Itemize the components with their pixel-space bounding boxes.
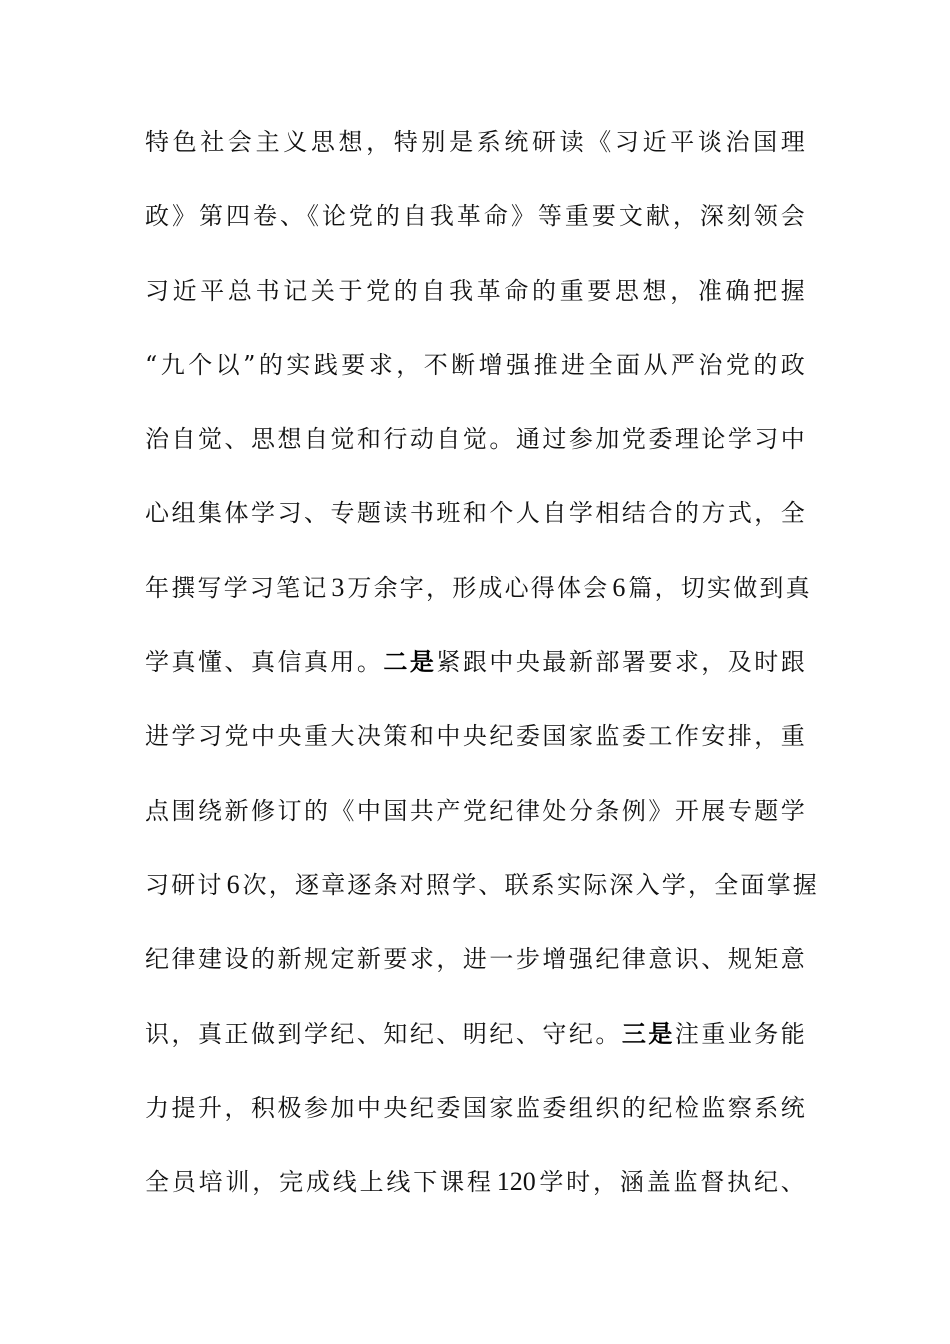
number-value: 3: [331, 572, 345, 602]
text-segment: 特色社会主义思想，特别是系统研读《习近平谈治国理: [145, 128, 807, 156]
text-line-9: [145, 718, 807, 792]
text-line-7: [145, 570, 812, 644]
text-segment: “九个以”的实践要求，不断增强推进全面从严治党的政: [145, 350, 807, 379]
text-segment: 习研讨: [145, 870, 224, 899]
text-segment: 识，真正做到学纪、知纪、明纪、守纪。: [145, 1019, 622, 1048]
text-line-11: [145, 867, 820, 941]
text-line-13: [145, 1016, 807, 1090]
text-segment: 紧跟中央最新部署要求，及时跟: [436, 648, 807, 677]
text-line-12: [145, 941, 807, 1015]
text-segment: 心组集体学习、专题读书班和个人自学相结合的方式，全: [145, 499, 807, 528]
text-line-5: [145, 421, 807, 495]
number-value: 6: [612, 572, 626, 602]
text-segment: 点围绕新修订的《中国共产党纪律处分条例》开展专题学: [145, 796, 807, 825]
text-segment: 纪律建设的新规定新要求，进一步增强纪律意识、规矩意: [145, 945, 807, 974]
number-value: 6: [226, 869, 240, 899]
text-segment: 进学习党中央重大决策和中央纪委国家监委工作安排，重: [145, 722, 807, 751]
text-segment: 次，逐章逐条对照学、联系实际深入学，全面掌握: [242, 870, 820, 899]
text-segment: 全员培训，完成线上线下课程: [145, 1168, 494, 1197]
text-segment: 学时，涵盖监督执纪、: [538, 1168, 807, 1197]
text-line-15: [145, 1164, 807, 1238]
text-line-3: [145, 273, 807, 347]
body-paragraph: [145, 124, 820, 1238]
text-segment: 力提升，积极参加中央纪委国家监委组织的纪检监察系统: [145, 1093, 807, 1122]
text-line-8: [145, 644, 807, 718]
text-segment: 篇，切实做到真: [628, 573, 812, 602]
emphasis-second-point: 二是: [383, 647, 437, 677]
text-segment: 政》第四卷、《论党的自我革命》等重要文献，深刻领会: [145, 202, 807, 231]
text-segment: 习近平总书记关于党的自我革命的重要思想，准确把握: [145, 276, 807, 305]
text-line-4: [145, 347, 807, 421]
text-line-1: [145, 124, 807, 198]
text-segment: 万余字，形成心得体会: [347, 573, 610, 602]
text-segment: 学真懂、真信真用。: [145, 648, 384, 677]
text-segment: 注重业务能: [674, 1019, 807, 1048]
text-line-6: [145, 495, 807, 569]
text-segment: 年撰写学习笔记: [145, 573, 329, 602]
text-line-14: [145, 1090, 807, 1164]
text-line-2: [145, 198, 807, 272]
text-line-10: [145, 793, 807, 867]
emphasis-third-point: 三是: [621, 1018, 675, 1048]
text-segment: 治自觉、思想自觉和行动自觉。通过参加党委理论学习中: [145, 425, 807, 454]
number-value: 120: [496, 1167, 536, 1197]
